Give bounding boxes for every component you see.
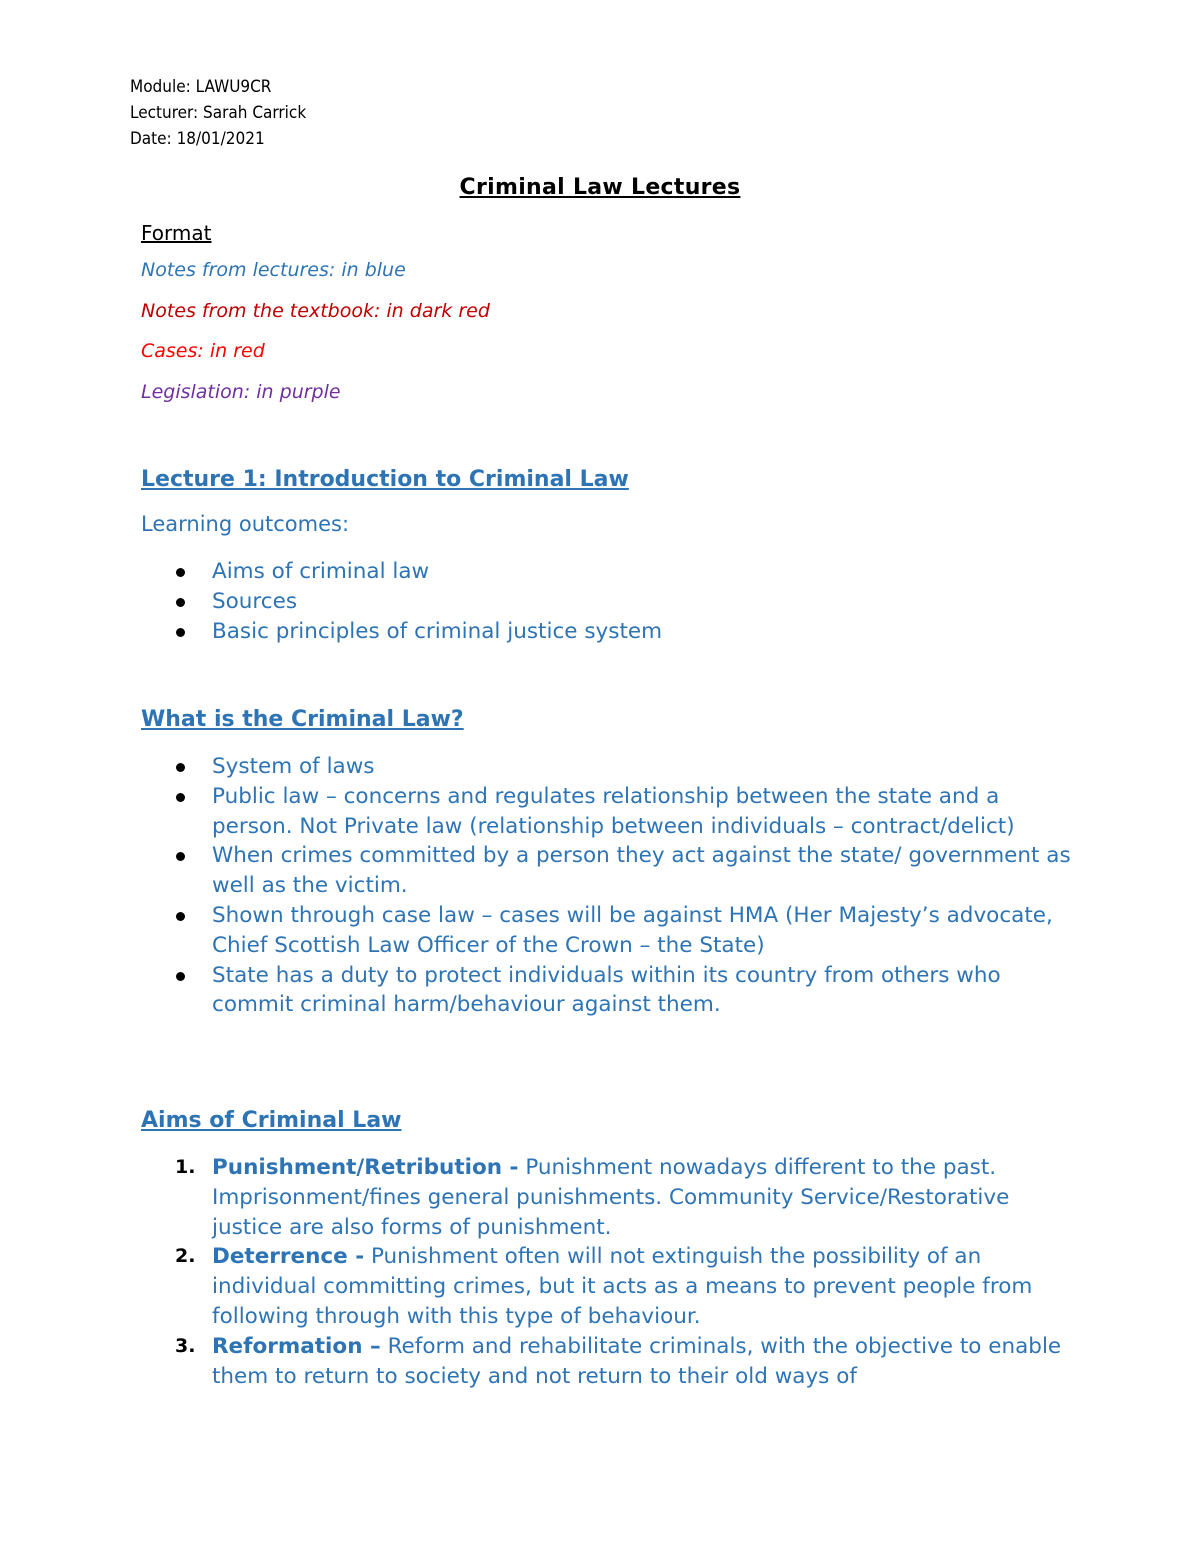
list-number: 3. — [175, 1334, 196, 1357]
aim-term: Reformation – — [212, 1333, 381, 1359]
document-meta — [130, 74, 306, 152]
format-heading: Format — [141, 221, 212, 245]
date-line: Date: 18/01/2021 — [130, 129, 265, 149]
list-item: When crimes committed by a person they act against the state/ government as well as the victim. — [0, 841, 1072, 901]
legend-cases: Cases: in red — [141, 340, 265, 362]
list-number: 1. — [175, 1156, 196, 1178]
aims-list — [0, 1153, 1200, 1391]
what-is-list — [0, 752, 1200, 1020]
document-title: Criminal Law Lectures — [459, 175, 741, 200]
learning-outcomes-list — [0, 557, 1200, 646]
learning-outcomes-label: Learning outcomes: — [141, 512, 350, 536]
lecturer-line: Lecturer: Sarah Carrick — [130, 103, 307, 123]
list-item — [0, 1332, 1072, 1392]
bullet-icon — [176, 763, 185, 772]
bullet-icon — [176, 852, 185, 861]
aim-text: Punishment often will not extinguish the possibility of an individual committing crimes, but it acts as a means to prevent people from following through with this type of behaviour. — [212, 1244, 1033, 1329]
list-item: State has a duty to protect individuals within its country from others who commit criminal harm/behaviour against them. — [0, 961, 1072, 1021]
bullet-icon — [176, 793, 185, 802]
list-item: Shown through case law – cases will be against HMA (Her Majesty’s advocate, Chief Scottish Law Officer of the Crown – the State) — [0, 901, 1072, 961]
legend-lectures: Notes from lectures: in blue — [141, 259, 406, 281]
bullet-icon — [176, 972, 185, 981]
aim-term: Punishment/Retribution - — [212, 1155, 519, 1180]
legend-legislation: Legislation: in purple — [141, 381, 341, 403]
what-is-heading: What is the Criminal Law? — [141, 707, 464, 732]
list-item: Basic principles of criminal justice system — [0, 617, 1072, 647]
list-number: 2. — [175, 1245, 196, 1268]
bullet-icon — [176, 598, 185, 607]
bullet-icon — [176, 568, 185, 577]
aim-term: Deterrence - — [212, 1244, 365, 1270]
list-item — [0, 1242, 1072, 1331]
aim-text: Punishment nowadays different to the past. Imprisonment/fines general punishments. Community Service/Restorative justice are also forms of punishment. — [212, 1155, 1010, 1240]
legend-textbook: Notes from the textbook: in dark red — [141, 300, 490, 322]
list-item — [0, 1153, 1072, 1242]
list-item: Public law – concerns and regulates relationship between the state and a person. Not Private law (relationship between individuals – contract/delict) — [0, 782, 1072, 842]
lecture1-heading: Lecture 1: Introduction to Criminal Law — [141, 467, 629, 492]
list-item: Sources — [0, 587, 1072, 617]
aim-text: Reform and rehabilitate criminals, with the objective to enable them to return to society and not return to their old ways of — [212, 1333, 1062, 1389]
bullet-icon — [176, 628, 185, 637]
list-item: System of laws — [0, 752, 1072, 782]
module-line: Module: LAWU9CR — [130, 77, 272, 97]
aims-heading: Aims of Criminal Law — [141, 1108, 402, 1133]
list-item: Aims of criminal law — [0, 557, 1072, 587]
bullet-icon — [176, 912, 185, 921]
